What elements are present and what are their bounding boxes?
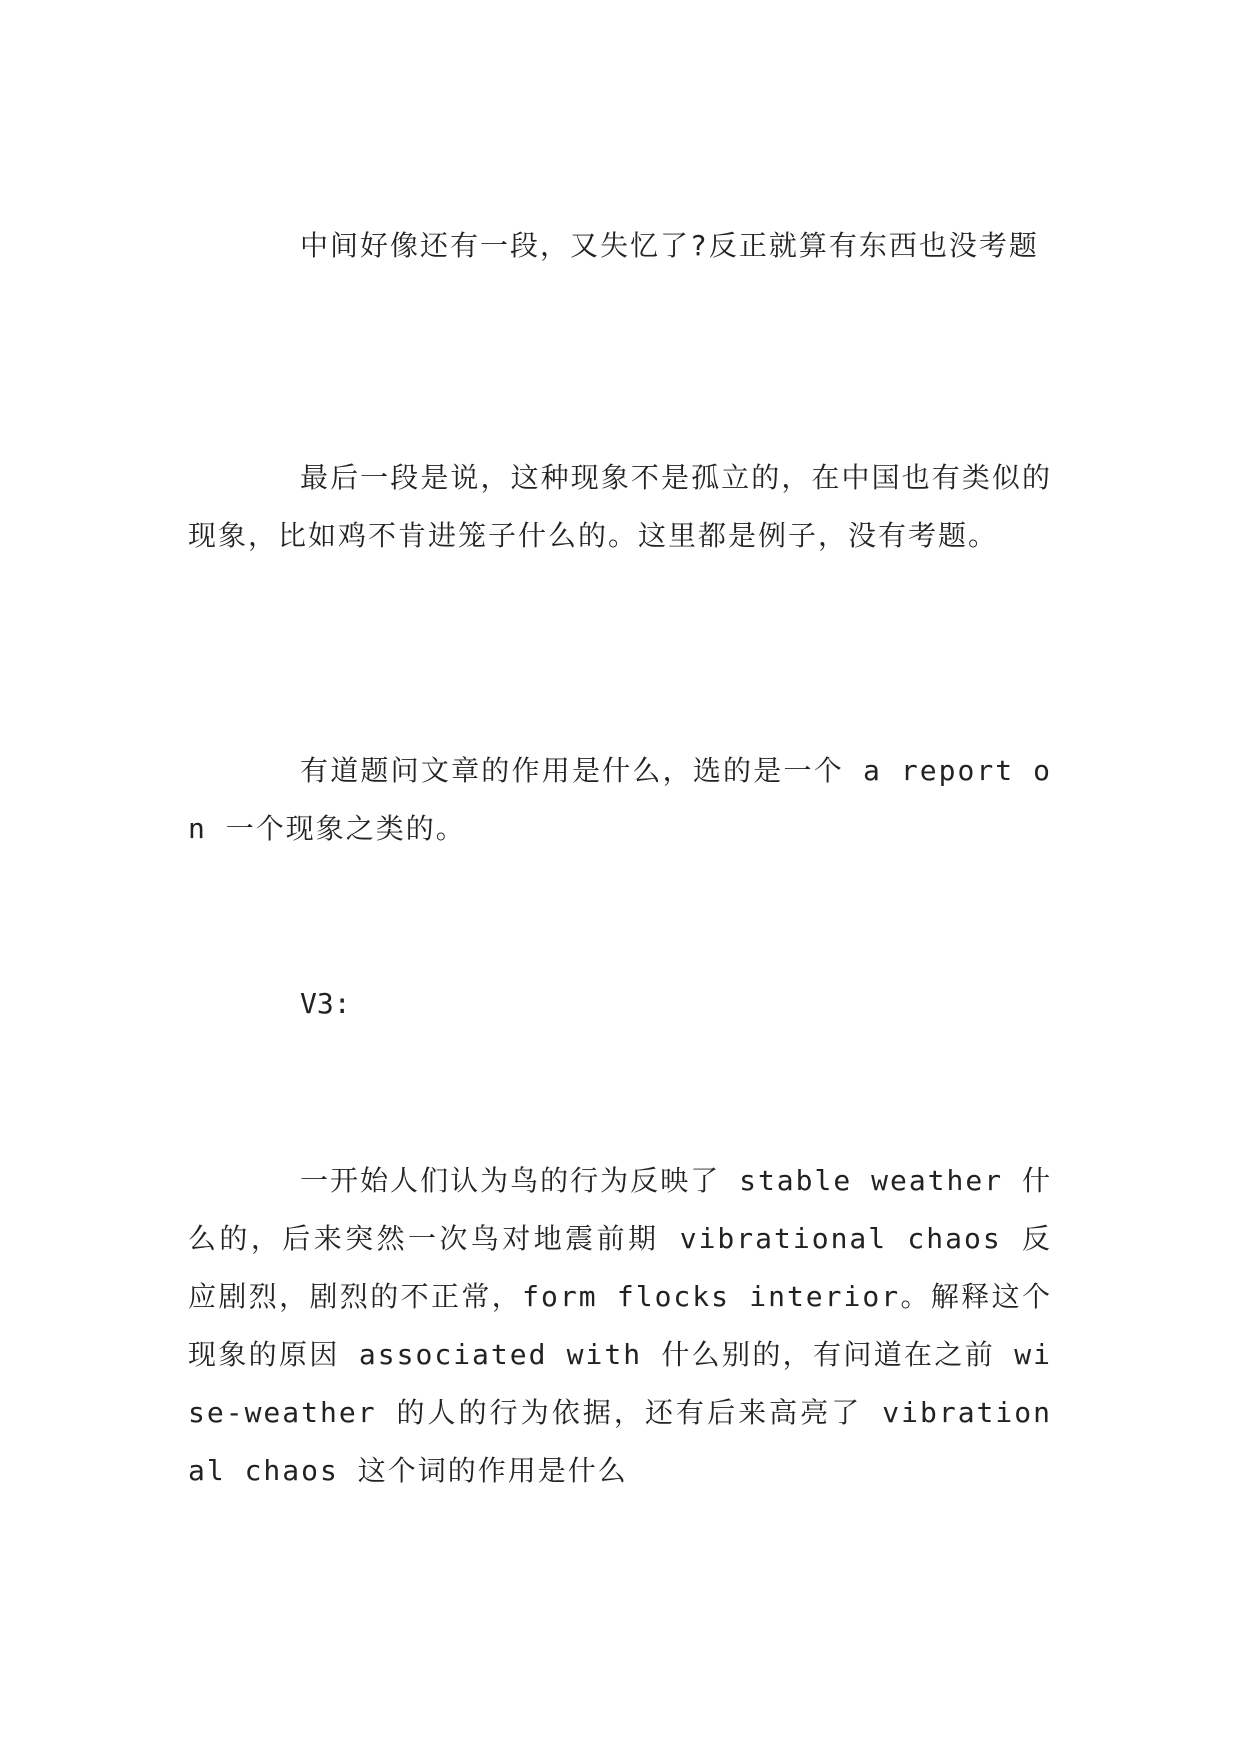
paragraph-article-purpose: 有道题问文章的作用是什么，选的是一个 a report on 一个现象之类的。: [188, 754, 1052, 845]
section-heading-v3: V3:: [300, 987, 351, 1020]
paragraph-missing-section: 中间好像还有一段，又失忆了?反正就算有东西也没考题: [300, 229, 1039, 262]
paragraph-last-section: 最后一段是说，这种现象不是孤立的，在中国也有类似的现象，比如鸡不肯进笼子什么的。这里都是例子，没有考题。: [188, 461, 1052, 552]
paragraph-v3-summary: 一开始人们认为鸟的行为反映了 stable weather 什么的，后来突然一次鸟对地震前期 vibrational chaos 反应剧烈，剧烈的不正常，form flocks interior。解释这个现象的原因 associated with 什么别的，有问道在之前 wise-weather 的人的行为依据，还有后来高亮了 vibrational chaos 这个词的作用是什么: [188, 1164, 1052, 1487]
